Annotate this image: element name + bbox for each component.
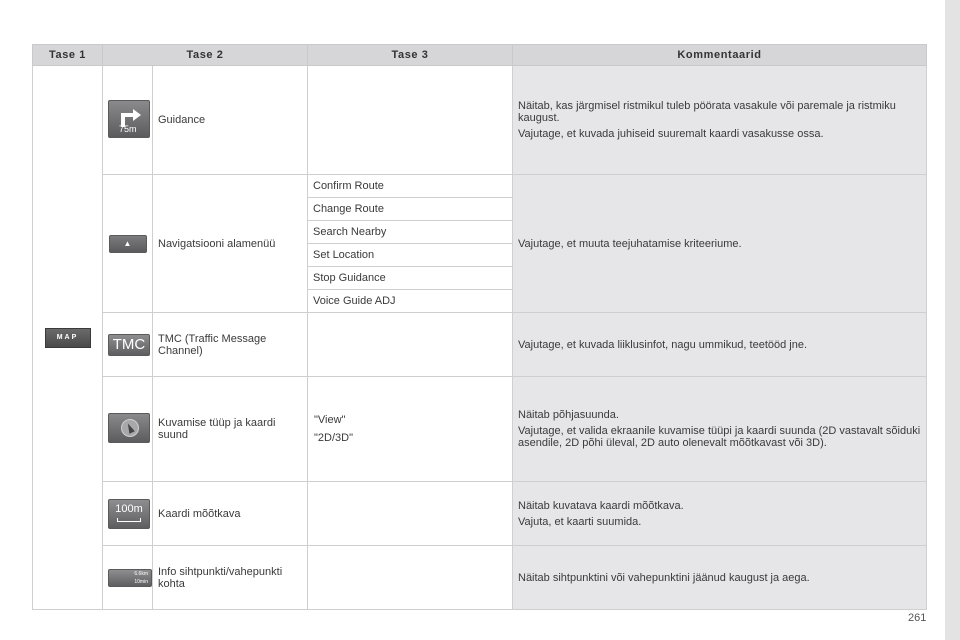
scale-icon <box>108 499 150 529</box>
scale-comment-1: Näitab kuvatava kaardi mõõtkava. <box>518 499 684 512</box>
view-comment-2: Vajutage, et valida ekraanile kuvamise tüüpi ja kaardi suunda (2D vastavalt sõiduki asendile, 2D põhi üleval, 2D auto olenevalt mõõtkavast või 3D). <box>518 425 921 449</box>
view-icon-cell <box>103 377 153 482</box>
destination-comment: Näitab sihtpunktini või vahepunktini jäänud kaugust ja aega. <box>513 546 927 610</box>
header-level1: Tase 1 <box>33 45 103 66</box>
table-row-nav-submenu <box>33 175 927 198</box>
tmc-label: TMC (Traffic Message Channel) <box>153 313 308 377</box>
destination-distance: 6.6km <box>134 570 148 577</box>
submenu-item-set-location: Set Location <box>308 244 513 267</box>
guidance-label: Guidance <box>153 66 308 175</box>
nav-icon-cell <box>103 175 153 313</box>
submenu-item-change-route: Change Route <box>308 198 513 221</box>
header-level3: Tase 3 <box>308 45 513 66</box>
guidance-comment-1: Näitab, kas järgmisel ristmikul tuleb pöörata vasakule või paremale ja ristmiku kaugust. <box>518 100 896 124</box>
nav-submenu-label: Navigatsiooni alamenüü <box>153 175 308 313</box>
table-row-guidance <box>33 66 927 175</box>
guidance-icon-cell <box>103 66 153 175</box>
destination-level3 <box>308 546 513 610</box>
table-row-scale <box>33 482 927 546</box>
nav-submenu-comment: Vajutage, et muuta teejuhatamise kriteeriume. <box>513 175 927 313</box>
scale-comment-2: Vajuta, et kaarti suumida. <box>518 515 642 528</box>
tmc-icon: TMC <box>108 334 150 356</box>
table-row-tmc <box>33 313 927 377</box>
submenu-item-stop-guidance: Stop Guidance <box>308 267 513 290</box>
destination-label: Info sihtpunkti/vahepunkti kohta <box>153 546 308 610</box>
scale-comment <box>513 482 927 546</box>
view-comment <box>513 377 927 482</box>
view-label: Kuvamise tüüp ja kaardi suund <box>153 377 308 482</box>
page-edge-strip <box>945 0 960 640</box>
guidance-comment <box>513 66 927 175</box>
submenu-item-search-nearby: Search Nearby <box>308 221 513 244</box>
compass-icon <box>108 413 150 443</box>
header-level2: Tase 2 <box>103 45 308 66</box>
level1-cell <box>33 66 103 610</box>
table-row-destination <box>33 546 927 610</box>
submenu-item-voice-guide: Voice Guide ADJ <box>308 290 513 313</box>
guidance-distance: 75m <box>119 123 137 134</box>
up-arrow-icon: ▲ <box>109 235 147 253</box>
menu-levels-table <box>32 44 927 610</box>
turn-arrow-icon <box>108 100 150 138</box>
view-option-view: "View" <box>314 414 346 426</box>
scale-level3 <box>308 482 513 546</box>
destination-time: 10min <box>134 578 148 585</box>
view-option-2d3d: "2D/3D" <box>314 432 353 444</box>
guidance-comment-2: Vajutage, et kuvada juhiseid suuremalt kaardi vasakusse ossa. <box>518 128 824 140</box>
tmc-icon-cell <box>103 313 153 377</box>
destination-info-icon <box>108 569 152 587</box>
scale-icon-cell <box>103 482 153 546</box>
table-header-row <box>33 45 927 66</box>
map-button-icon: MAP <box>45 328 91 348</box>
view-level3 <box>308 377 513 482</box>
view-comment-1: Näitab põhjasuunda. <box>518 409 619 421</box>
page-number: 261 <box>908 612 927 624</box>
guidance-level3 <box>308 66 513 175</box>
tmc-level3 <box>308 313 513 377</box>
scale-label: Kaardi mõõtkava <box>153 482 308 546</box>
table-row-view <box>33 377 927 482</box>
header-comments: Kommentaarid <box>513 45 927 66</box>
destination-icon-cell <box>103 546 153 610</box>
scale-value: 100m <box>115 502 143 515</box>
submenu-item-confirm-route: Confirm Route <box>308 175 513 198</box>
tmc-comment: Vajutage, et kuvada liiklusinfot, nagu ummikud, teetööd jne. <box>513 313 927 377</box>
